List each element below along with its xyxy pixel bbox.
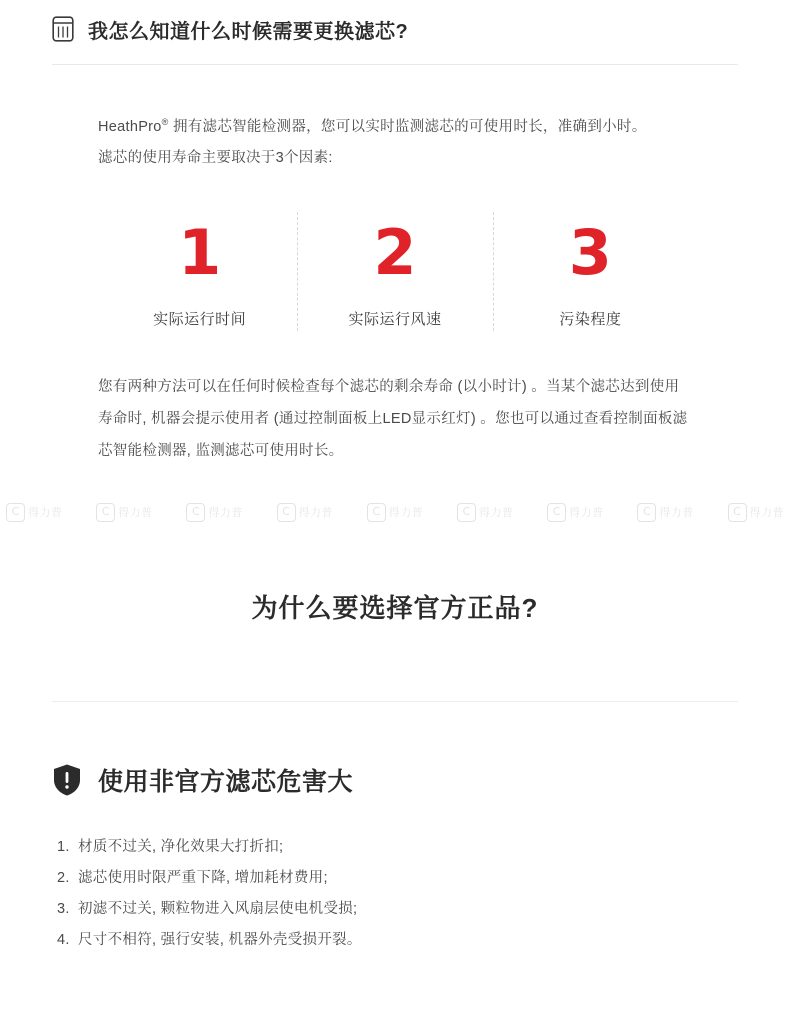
watermark-item (637, 503, 694, 522)
watermark-badge-icon: C (6, 503, 25, 522)
factor-number: 1 (178, 216, 222, 290)
section2-divider (52, 701, 738, 702)
watermark-label: 得力普 (749, 507, 784, 519)
watermark-label: 得力普 (569, 507, 604, 519)
watermark-badge-icon: C (547, 503, 566, 522)
watermark-badge-icon: C (367, 503, 386, 522)
watermark-label: 得力普 (118, 507, 153, 519)
factors-list (98, 208, 692, 335)
list-item: 3. 初滤不过关, 颗粒物进入风扇层使电机受损; (74, 894, 738, 925)
filter-replacement-section (0, 0, 790, 467)
watermark-item (547, 503, 604, 522)
section1-body (52, 65, 738, 467)
why-official-section (0, 588, 790, 702)
watermark-label: 得力普 (298, 507, 334, 519)
watermark-badge-icon: C (637, 503, 656, 522)
watermark-item (728, 503, 785, 522)
list-item: 2. 滤芯使用时限严重下降, 增加耗材费用; (74, 863, 738, 894)
factor-item-1 (102, 208, 297, 335)
watermark-item (6, 503, 63, 522)
factor-label: 污染程度 (559, 311, 622, 329)
intro-brand: HeathPro (98, 118, 162, 135)
outro-paragraph: 您有两种方法可以在任何时候检查每个滤芯的剩余寿命 (以小时计) 。当某个滤芯达到使用寿命时, 机器会提示使用者 (通过控制面板上LED显示红灯) 。您也可以通过查看控制面板滤芯智能检测器, 监测滤芯可使用时长。 (98, 379, 688, 460)
factor-item-3 (493, 208, 688, 335)
intro-text-1: 拥有滤芯智能检测器，您可以实时监测滤芯的可使用时长，准确到小时。 (168, 118, 647, 135)
registered-mark: ® (161, 116, 169, 127)
watermark-badge-icon: C (457, 503, 476, 522)
factor-number: 2 (373, 216, 417, 290)
watermark-item (367, 503, 424, 522)
watermark-badge-icon: C (277, 503, 296, 522)
watermark-item (457, 503, 514, 522)
filter-cartridge-icon (52, 16, 74, 42)
intro-text-2: 滤芯的使用寿命主要取决于3个因素: (98, 150, 333, 167)
factor-label: 实际运行时间 (153, 311, 247, 329)
factor-label: 实际运行风速 (348, 311, 442, 329)
watermark-label: 得力普 (388, 507, 424, 519)
section2-title: 为什么要选择官方正品? (251, 593, 539, 623)
harm-section (0, 762, 790, 956)
section1-header (52, 0, 738, 50)
factor-number: 3 (568, 216, 612, 290)
watermark-label: 得力普 (659, 507, 694, 519)
watermark-badge-icon: C (728, 503, 747, 522)
section3-title: 使用非官方滤芯危害大 (98, 768, 354, 796)
shield-warning-icon (52, 763, 82, 797)
list-item: 4. 尺寸不相符, 强行安装, 机器外壳受损开裂。 (74, 925, 738, 956)
section3-header (52, 762, 738, 798)
harm-list (52, 832, 738, 956)
watermark-badge-icon: C (186, 503, 205, 522)
watermark-strip (0, 492, 790, 532)
watermark-label: 得力普 (208, 507, 243, 519)
section1-title: 我怎么知道什么时候需要更换滤芯? (88, 20, 409, 43)
watermark-label: 得力普 (28, 507, 63, 519)
watermark-badge-icon: C (96, 503, 115, 522)
watermark-item (96, 503, 153, 522)
watermark-label: 得力普 (478, 507, 514, 519)
watermark-item (186, 503, 243, 522)
watermark-item (277, 503, 334, 522)
intro-paragraph (98, 106, 692, 175)
factor-item-2 (297, 208, 492, 335)
list-item: 1. 材质不过关, 净化效果大打折扣; (74, 832, 738, 863)
